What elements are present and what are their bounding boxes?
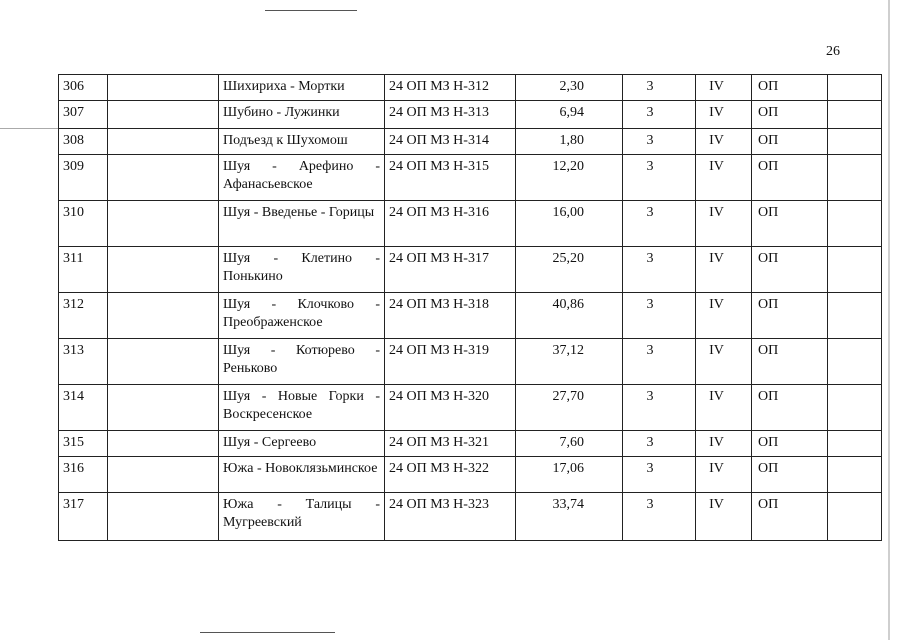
road-significance: ОП bbox=[752, 457, 828, 493]
road-name: Шихириха - Мортки bbox=[219, 75, 385, 101]
road-length: 33,74 bbox=[516, 493, 623, 541]
row-blank-cell bbox=[108, 155, 219, 201]
scan-mark-left bbox=[0, 128, 58, 129]
road-code: 24 ОП МЗ Н-322 bbox=[385, 457, 516, 493]
road-name: Шуя - Арефино - Афанасьевское bbox=[219, 155, 385, 201]
table-row bbox=[59, 339, 882, 385]
road-pavement-type: IV bbox=[696, 493, 752, 541]
page-edge bbox=[888, 0, 890, 640]
road-category: 3 bbox=[623, 457, 696, 493]
row-extra-cell bbox=[828, 155, 882, 201]
row-extra-cell bbox=[828, 493, 882, 541]
road-code: 24 ОП МЗ Н-315 bbox=[385, 155, 516, 201]
row-extra-cell bbox=[828, 247, 882, 293]
row-number: 310 bbox=[59, 201, 108, 247]
row-number: 311 bbox=[59, 247, 108, 293]
road-code: 24 ОП МЗ Н-313 bbox=[385, 101, 516, 129]
road-category: 3 bbox=[623, 247, 696, 293]
table-row bbox=[59, 385, 882, 431]
road-name: Шуя - Введенье - Горицы bbox=[219, 201, 385, 247]
road-significance: ОП bbox=[752, 293, 828, 339]
road-pavement-type: IV bbox=[696, 385, 752, 431]
table-row bbox=[59, 129, 882, 155]
road-pavement-type: IV bbox=[696, 293, 752, 339]
road-length: 17,06 bbox=[516, 457, 623, 493]
road-category: 3 bbox=[623, 493, 696, 541]
road-significance: ОП bbox=[752, 385, 828, 431]
row-blank-cell bbox=[108, 431, 219, 457]
road-length: 12,20 bbox=[516, 155, 623, 201]
row-blank-cell bbox=[108, 293, 219, 339]
table-row bbox=[59, 201, 882, 247]
table-row bbox=[59, 431, 882, 457]
row-extra-cell bbox=[828, 293, 882, 339]
row-blank-cell bbox=[108, 493, 219, 541]
row-number: 308 bbox=[59, 129, 108, 155]
road-pavement-type: IV bbox=[696, 155, 752, 201]
road-length: 27,70 bbox=[516, 385, 623, 431]
row-number: 309 bbox=[59, 155, 108, 201]
road-pavement-type: IV bbox=[696, 339, 752, 385]
road-length: 25,20 bbox=[516, 247, 623, 293]
road-code: 24 ОП МЗ Н-320 bbox=[385, 385, 516, 431]
road-category: 3 bbox=[623, 293, 696, 339]
table-row bbox=[59, 247, 882, 293]
scan-mark-top bbox=[265, 10, 357, 11]
row-extra-cell bbox=[828, 339, 882, 385]
road-name: Шуя - Котюрево - Реньково bbox=[219, 339, 385, 385]
road-length: 6,94 bbox=[516, 101, 623, 129]
road-pavement-type: IV bbox=[696, 431, 752, 457]
road-category: 3 bbox=[623, 129, 696, 155]
scan-mark-bottom bbox=[200, 632, 335, 633]
table-row bbox=[59, 155, 882, 201]
road-name: Шуя - Клетино - Понькино bbox=[219, 247, 385, 293]
table-row bbox=[59, 75, 882, 101]
road-length: 2,30 bbox=[516, 75, 623, 101]
row-extra-cell bbox=[828, 75, 882, 101]
road-significance: ОП bbox=[752, 431, 828, 457]
row-blank-cell bbox=[108, 75, 219, 101]
road-code: 24 ОП МЗ Н-321 bbox=[385, 431, 516, 457]
row-number: 312 bbox=[59, 293, 108, 339]
road-significance: ОП bbox=[752, 493, 828, 541]
road-length: 1,80 bbox=[516, 129, 623, 155]
road-significance: ОП bbox=[752, 247, 828, 293]
row-blank-cell bbox=[108, 457, 219, 493]
road-significance: ОП bbox=[752, 75, 828, 101]
road-category: 3 bbox=[623, 201, 696, 247]
row-blank-cell bbox=[108, 101, 219, 129]
row-extra-cell bbox=[828, 385, 882, 431]
row-number: 306 bbox=[59, 75, 108, 101]
row-extra-cell bbox=[828, 431, 882, 457]
road-code: 24 ОП МЗ Н-323 bbox=[385, 493, 516, 541]
road-category: 3 bbox=[623, 431, 696, 457]
road-name: Подъезд к Шухомош bbox=[219, 129, 385, 155]
road-pavement-type: IV bbox=[696, 247, 752, 293]
road-pavement-type: IV bbox=[696, 201, 752, 247]
road-significance: ОП bbox=[752, 201, 828, 247]
row-blank-cell bbox=[108, 129, 219, 155]
row-number: 313 bbox=[59, 339, 108, 385]
road-code: 24 ОП МЗ Н-318 bbox=[385, 293, 516, 339]
table-row bbox=[59, 101, 882, 129]
road-name: Южа - Новоклязьминское bbox=[219, 457, 385, 493]
road-name: Южа - Талицы - Мугреевский bbox=[219, 493, 385, 541]
row-number: 314 bbox=[59, 385, 108, 431]
road-code: 24 ОП МЗ Н-314 bbox=[385, 129, 516, 155]
row-blank-cell bbox=[108, 201, 219, 247]
roads-table bbox=[58, 74, 882, 541]
road-length: 40,86 bbox=[516, 293, 623, 339]
road-category: 3 bbox=[623, 101, 696, 129]
road-category: 3 bbox=[623, 75, 696, 101]
road-category: 3 bbox=[623, 155, 696, 201]
road-significance: ОП bbox=[752, 155, 828, 201]
row-extra-cell bbox=[828, 201, 882, 247]
table-row bbox=[59, 493, 882, 541]
road-pavement-type: IV bbox=[696, 75, 752, 101]
road-name: Шуя - Сергеево bbox=[219, 431, 385, 457]
road-length: 7,60 bbox=[516, 431, 623, 457]
road-code: 24 ОП МЗ Н-312 bbox=[385, 75, 516, 101]
page-number: 26 bbox=[826, 44, 840, 59]
road-name: Шуя - Клочково - Преображенское bbox=[219, 293, 385, 339]
road-significance: ОП bbox=[752, 101, 828, 129]
road-code: 24 ОП МЗ Н-316 bbox=[385, 201, 516, 247]
road-length: 37,12 bbox=[516, 339, 623, 385]
row-blank-cell bbox=[108, 339, 219, 385]
road-name: Шуя - Новые Горки - Воскресенское bbox=[219, 385, 385, 431]
road-significance: ОП bbox=[752, 129, 828, 155]
row-blank-cell bbox=[108, 385, 219, 431]
row-number: 316 bbox=[59, 457, 108, 493]
road-category: 3 bbox=[623, 385, 696, 431]
road-code: 24 ОП МЗ Н-319 bbox=[385, 339, 516, 385]
road-significance: ОП bbox=[752, 339, 828, 385]
road-name: Шубино - Лужинки bbox=[219, 101, 385, 129]
road-code: 24 ОП МЗ Н-317 bbox=[385, 247, 516, 293]
row-extra-cell bbox=[828, 457, 882, 493]
road-length: 16,00 bbox=[516, 201, 623, 247]
row-blank-cell bbox=[108, 247, 219, 293]
row-number: 307 bbox=[59, 101, 108, 129]
road-pavement-type: IV bbox=[696, 457, 752, 493]
row-number: 317 bbox=[59, 493, 108, 541]
road-pavement-type: IV bbox=[696, 101, 752, 129]
table-row bbox=[59, 457, 882, 493]
road-pavement-type: IV bbox=[696, 129, 752, 155]
road-category: 3 bbox=[623, 339, 696, 385]
row-extra-cell bbox=[828, 101, 882, 129]
row-extra-cell bbox=[828, 129, 882, 155]
row-number: 315 bbox=[59, 431, 108, 457]
table-row bbox=[59, 293, 882, 339]
